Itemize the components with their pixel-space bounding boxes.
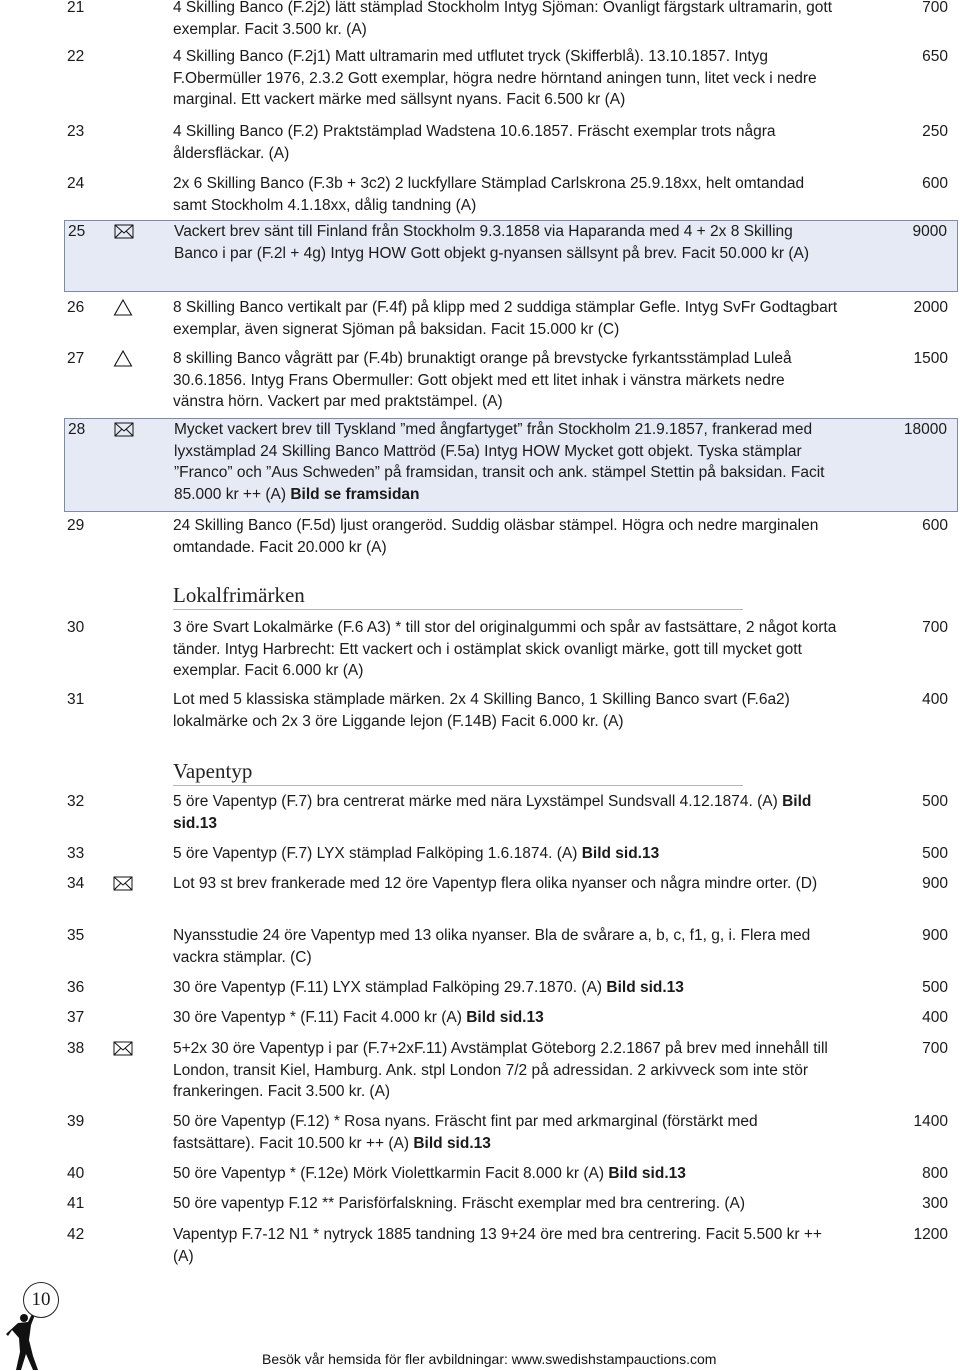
lot-price: 18000 [903,421,947,438]
lot-price: 600 [922,175,948,192]
lot-number: 29 [67,517,85,534]
lot-row [64,173,958,219]
lot-row [64,689,958,735]
lot-number: 35 [67,927,85,944]
lot-row [64,791,958,837]
lot-number: 22 [67,48,85,65]
lot-price: 500 [922,979,948,996]
lot-number: 21 [67,0,85,16]
envelope-icon [113,1040,133,1057]
footer-website-text: Besök vår hemsida för fler avbildningar: www.swedishstampauctions.com [262,1351,717,1367]
lot-row [64,1163,958,1187]
description-text: 50 öre Vapentyp * (F.12e) Mörk Violettkarmin Facit 8.000 kr (A) [173,1165,609,1182]
lot-price: 700 [922,619,948,636]
image-reference: Bild se framsidan [290,485,420,503]
lot-row [64,843,958,867]
description-text: Vackert brev sänt till Finland från Stockholm 9.3.1858 via Haparanda med 4 + 2x 8 Skilling Banco i par (F.2l + 4g) Intyg HOW Gott objekt g-nyansen sällsynt på brev. Facit 50.000 kr (A) [174,223,810,262]
image-reference: Bild sid.13 [413,1134,491,1152]
lot-number: 39 [67,1113,85,1130]
description-text: 50 öre Vapentyp (F.12) * Rosa nyans. Fräscht fint par med arkmarginal (förstärkt med fastsättare). Facit 10.500 kr ++ (A) [173,1113,758,1152]
lot-row [64,1111,958,1157]
lot-description [173,843,839,865]
lot-description [173,689,839,732]
section-heading-vapentyp: Vapentyp [173,759,253,783]
description-text: Lot med 5 klassiska stämplade märken. 2x 4 Skilling Banco, 1 Skilling Banco svart (F.6a2) lokalmärke och 2x 3 öre Liggande lejon (F.14B) Facit 6.000 kr. (A) [173,691,790,730]
triangle-icon [113,299,133,316]
description-text: 24 Skilling Banco (F.5d) ljust orangeröd. Suddig oläsbar stämpel. Högra och nedre marginalen omtandade. Facit 20.000 kr (A) [173,517,819,556]
lot-number: 23 [67,123,85,140]
lot-description [173,1163,839,1185]
envelope-icon [114,421,134,438]
lot-row [64,925,958,971]
lot-price: 900 [922,875,948,892]
lot-number: 42 [67,1226,85,1243]
lot-description [173,977,839,999]
lot-row [64,1038,958,1106]
lot-row [64,617,958,685]
section-heading-lokalfrimarken: Lokalfrimärken [173,583,305,607]
lot-description [173,1193,839,1215]
description-text: 5 öre Vapentyp (F.7) bra centrerat märke med nära Lyxstämpel Sundsvall 4.12.1874. (A) [173,793,783,810]
lot-row [64,515,958,561]
lot-number: 31 [67,691,85,708]
section-divider [173,785,743,786]
lot-price: 9000 [912,223,947,240]
lot-price: 500 [922,845,948,862]
lot-row [64,46,958,116]
lot-number: 33 [67,845,85,862]
description-text: Vapentyp F.7-12 N1 * nytryck 1885 tandning 13 9+24 öre med bra centrering. Facit 5.500 kr ++ (A) [173,1226,822,1265]
lot-row-highlighted [64,418,958,512]
lot-number: 25 [68,223,86,240]
envelope-icon [114,223,134,240]
lot-description [173,1038,839,1103]
lot-row [64,1224,958,1270]
lot-description [173,173,839,216]
lot-description [173,121,839,164]
description-text: Mycket vackert brev till Tyskland ”med ångfartyget” från Stockholm 21.9.1857, frankerad med lyxstämplad 24 Skilling Banco Mattröd (F.5a) Intyg HOW Mycket gott objekt. Tyska stämplar ”Franco” och ”Aus Schweden” på framsidan, transit och ank. stämpel Stettin på baksidan. Facit 85.000 kr ++ (A) [174,421,825,503]
lot-price: 2000 [913,299,948,316]
lot-description [173,925,839,968]
lot-price: 900 [922,927,948,944]
image-reference: Bild sid.13 [173,793,812,832]
lot-row [64,348,958,418]
lot-description [174,221,840,264]
lot-row [64,977,958,1001]
lot-number: 38 [67,1040,85,1057]
lot-number: 34 [67,875,85,892]
lot-price: 650 [922,48,948,65]
lot-price: 400 [922,691,948,708]
lot-description [173,1224,839,1267]
lot-number: 41 [67,1195,85,1212]
lot-price: 400 [922,1009,948,1026]
lot-number: 26 [67,299,85,316]
lot-row [64,1007,958,1031]
lot-description [173,791,839,834]
description-text: 8 skilling Banco vågrätt par (F.4b) brunaktigt orange på brevstycke fyrkantsstämplad Luleå 30.6.1856. Intyg Frans Obermuller: Gott objekt med ett litet inhak i vänstra märkets nedre vänstra hörn. Vackert par med praktstämpel. (A) [173,350,792,410]
description-text: 4 Skilling Banco (F.2) Praktstämplad Wadstena 10.6.1857. Fräscht exemplar trots några åldersfläckar. (A) [173,123,776,162]
lot-number: 27 [67,350,85,367]
lot-price: 1400 [913,1113,948,1130]
lot-number: 32 [67,793,85,810]
lot-number: 36 [67,979,85,996]
lot-description [173,46,839,111]
lot-price: 700 [922,1040,948,1057]
image-reference: Bild sid.13 [581,845,660,862]
lot-description [173,1007,839,1029]
lot-description [173,297,839,340]
lot-row-highlighted [64,220,958,292]
lot-price: 600 [922,517,948,534]
description-text: 50 öre vapentyp F.12 ** Parisförfalskning. Fräscht exemplar med bra centrering. (A) [173,1195,746,1212]
description-text: 4 Skilling Banco (F.2j1) Matt ultramarin med utflutet tryck (Skifferblå). 13.10.1857. Intyg F.Obermüller 1976, 2.3.2 Gott exemplar, högra nedre hörntand aningen tunn, litet veck i nedre marginal. Ett vackert märke med sällsynt nyans. Facit 6.500 kr (A) [173,48,817,108]
lot-description [173,515,839,558]
section-divider [173,609,743,610]
lot-price: 500 [922,793,948,810]
lot-row [64,121,958,167]
lot-price: 250 [922,123,948,140]
lot-row [64,297,958,343]
description-text: 2x 6 Skilling Banco (F.3b + 3c2) 2 luckfyllare Stämplad Carlskrona 25.9.18xx, helt omtandad samt Stockholm 4.1.18xx, dålig tandning (A) [173,175,805,214]
lot-price: 300 [922,1195,948,1212]
lot-price: 700 [922,0,948,16]
description-text: Lot 93 st brev frankerade med 12 öre Vapentyp flera olika nyanser och några mindre orter. (D) [173,875,818,892]
description-text: 4 Skilling Banco (F.2j2) lätt stämplad Stockholm Intyg Sjöman: Ovanligt färgstark ultramarin, gott exemplar. Facit 3.500 kr. (A) [173,0,833,38]
lot-row [64,873,958,919]
description-text: 30 öre Vapentyp (F.11) LYX stämplad Falköping 29.7.1870. (A) [173,979,607,996]
lot-number: 30 [67,619,85,636]
lot-row [64,0,958,42]
image-reference: Bild sid.13 [608,1165,686,1182]
description-text: 5+2x 30 öre Vapentyp i par (F.7+2xF.11) Avstämplat Göteborg 2.2.1867 på brev med innehåll till London, transit Kiel, Hamburg. Ank. stpl London 7/2 på adressidan. 2 arkivveck som inte stör frankeringen. Facit 3.500 kr. (A) [173,1040,828,1100]
page-number: 10 [23,1282,59,1318]
lot-number: 28 [68,421,86,438]
description-text: 30 öre Vapentyp * (F.11) Facit 4.000 kr (A) [173,1009,467,1026]
envelope-icon [113,875,133,892]
description-text: 3 öre Svart Lokalmärke (F.6 A3) * till stor del originalgummi och spår av fastsättare, 2 något korta tänder. Intyg Harbrecht: Ett vackert och i ostämplat skick ovanligt märke, gott till mycket gott exemplar. Facit 6.000 kr (A) [173,619,837,679]
description-text: Nyansstudie 24 öre Vapentyp med 13 olika nyanser. Bla de svårare a, b, c, f1, g, i. Flera med vackra stämplar. (C) [173,927,811,966]
lot-number: 24 [67,175,85,192]
lot-description [174,419,840,505]
lot-price: 1200 [913,1226,948,1243]
lot-description [173,873,839,895]
lot-description [173,0,839,40]
lot-price: 1500 [913,350,948,367]
lot-description [173,1111,839,1154]
description-text: 5 öre Vapentyp (F.7) LYX stämplad Falköping 1.6.1874. (A) [173,845,582,862]
lot-row [64,1193,958,1217]
lot-price: 800 [922,1165,948,1182]
lot-number: 37 [67,1009,85,1026]
image-reference: Bild sid.13 [466,1009,544,1026]
lot-number: 40 [67,1165,85,1182]
lot-description [173,348,839,413]
triangle-icon [113,350,133,367]
lot-description [173,617,839,682]
description-text: 8 Skilling Banco vertikalt par (F.4f) på klipp med 2 suddiga stämplar Gefle. Intyg SvFr Godtagbart exemplar, även signerat Sjöman på baksidan. Facit 15.000 kr (C) [173,299,838,338]
image-reference: Bild sid.13 [606,979,684,996]
